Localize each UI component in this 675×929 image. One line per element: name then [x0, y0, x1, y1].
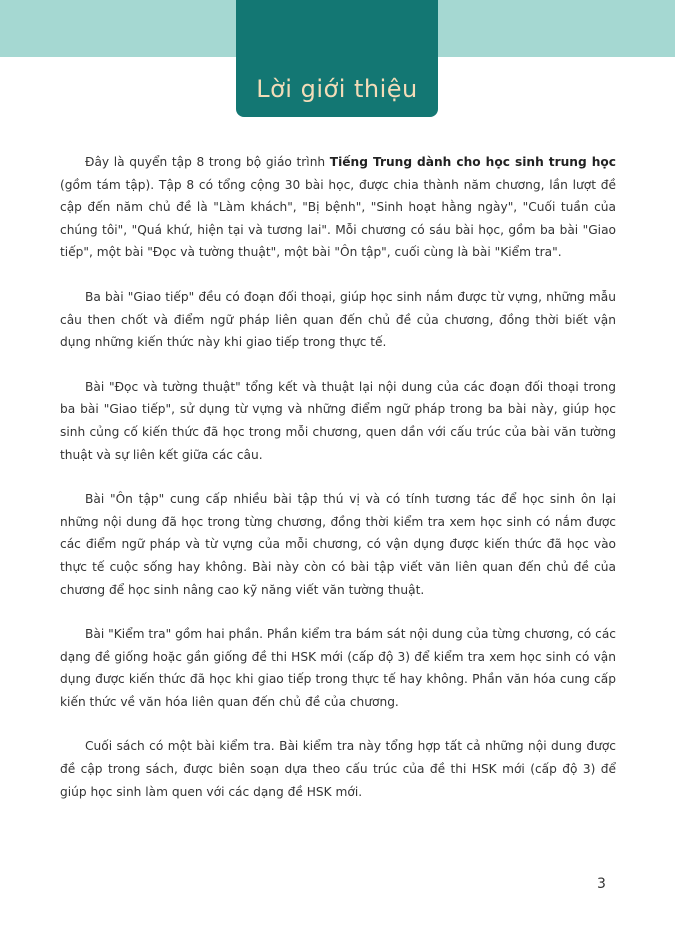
book-title: Tiếng Trung dành cho học sinh trung học: [329, 155, 616, 169]
paragraph-kiem-tra: Bài "Kiểm tra" gồm hai phần. Phần kiểm tra bám sát nội dung của từng chương, có các dạng đề giống hoặc gần giống đề thi HSK mới (cấp độ 3) để kiểm tra xem học sinh có vận dụng được kiến thức đã học khi giao tiếp trong thực tế hay không. Phần văn hóa cung cấp kiến thức về văn hóa liên quan đến chủ đề của chương.: [60, 627, 616, 709]
page-number: 3: [597, 876, 606, 892]
title-box: [236, 0, 438, 117]
paragraph-intro: [60, 151, 616, 264]
text: (gồm tám tập). Tập 8 có tổng cộng 30 bài học, được chia thành năm chương, lần lượt đề cập đến năm chủ đề là "Làm khách", "Bị bệnh", "Sinh hoạt hằng ngày", "Cuối tuần của chúng tôi", "Quá khứ, hiện tại và tương lai". Mỗi chương có sáu bài học, gồm ba bài "Giao tiếp", một bài "Đọc và tường thuật", một bài "Ôn tập", cuối cùng là bài "Kiểm tra".: [60, 177, 616, 260]
paragraph-giao-tiep: Ba bài "Giao tiếp" đều có đoạn đối thoại, giúp học sinh nắm được từ vựng, những mẫu câu then chốt và điểm ngữ pháp liên quan đến chủ đề của chương, đồng thời biết vận dụng những kiến thức này khi giao tiếp trong thực tế.: [60, 289, 616, 350]
body-text: [60, 151, 616, 825]
text: Đây là quyển tập 8 trong bộ giáo trình: [85, 155, 330, 169]
paragraph-doc-tuong-thuat: Bài "Đọc và tường thuật" tổng kết và thuật lại nội dung của các đoạn đối thoại trong ba bài "Giao tiếp", sử dụng từ vựng và những điểm ngữ pháp trong ba bài này, giúp học sinh củng cố kiến thức đã học trong mỗi chương, quen dần với cấu trúc của bài văn tường thuật và sự liên kết giữa các câu.: [60, 379, 616, 462]
paragraph-on-tap: Bài "Ôn tập" cung cấp nhiều bài tập thú vị và có tính tương tác để học sinh ôn lại những nội dung đã học trong từng chương, đồng thời kiểm tra xem học sinh có nắm được các điểm ngữ pháp và từ vựng của mỗi chương, có vận dụng được kiến thức đã học vào thực tế cuộc sống hay không. Bài này còn có bài tập viết văn liên quan đến chủ đề của chương để học sinh nâng cao kỹ năng viết văn tường thuật.: [60, 492, 616, 597]
page-title: Lời giới thiệu: [256, 75, 418, 103]
paragraph-cuoi-sach: Cuối sách có một bài kiểm tra. Bài kiểm tra này tổng hợp tất cả những nội dung được đề cập trong sách, được biên soạn dựa theo cấu trúc của đề thi HSK mới (cấp độ 3) để giúp học sinh làm quen với các dạng đề HSK mới.: [60, 739, 616, 799]
